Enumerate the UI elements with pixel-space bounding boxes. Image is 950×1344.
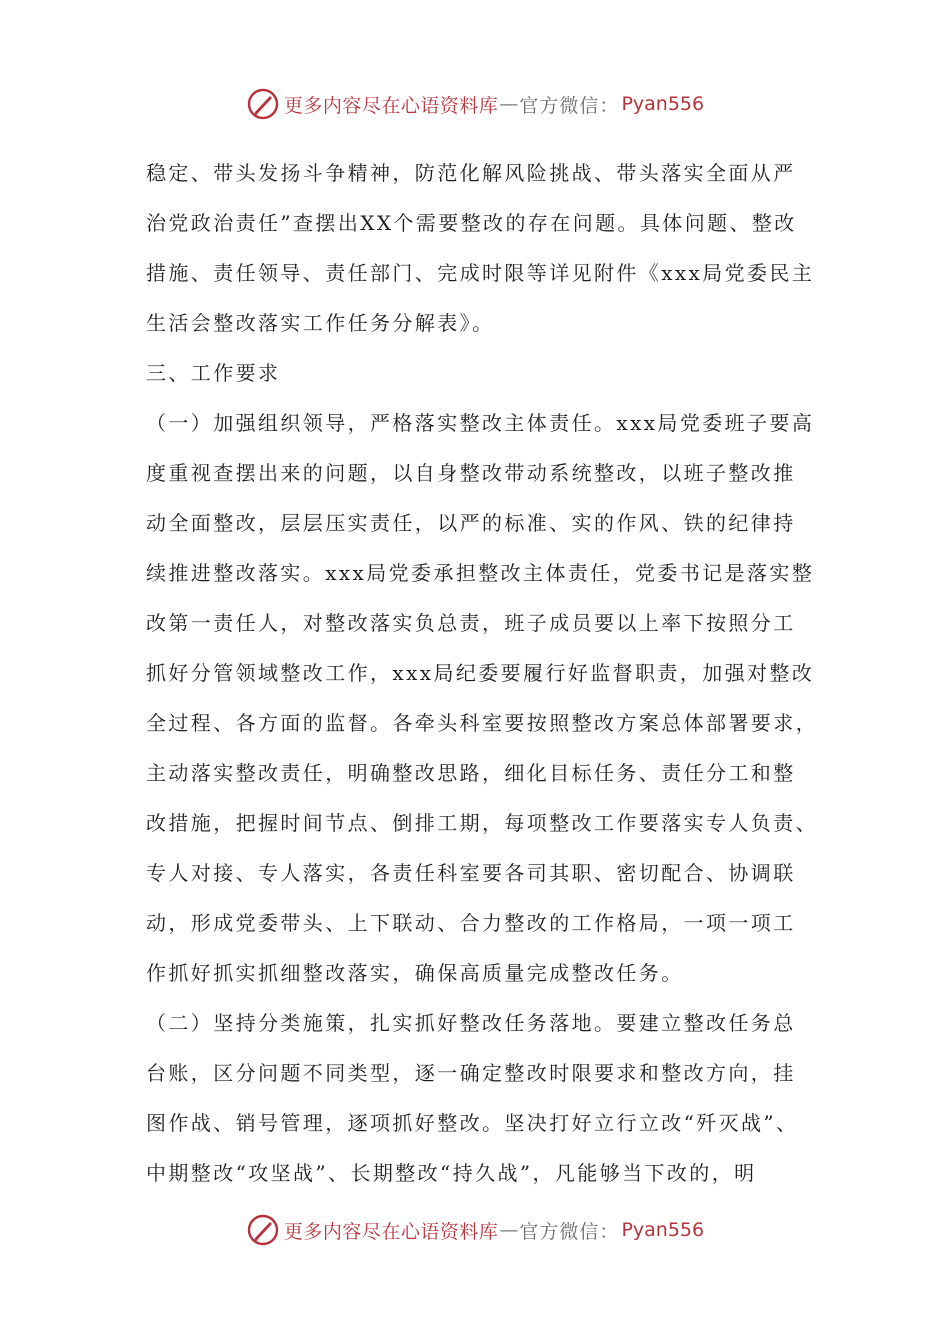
header-watermark xyxy=(0,84,950,124)
text-line: 度重视查摆出来的问题，以自身整改带动系统整改，以班子整改推 xyxy=(146,461,796,485)
document-body xyxy=(146,148,818,1198)
text-line: （二）坚持分类施策，扎实抓好整改任务落地。要建立整改任务总 xyxy=(146,1011,796,1035)
text-line: 动全面整改，层层压实责任，以严的标准、实的作风、铁的纪律持 xyxy=(146,511,796,535)
watermark-wechat-id: Pyan556 xyxy=(621,93,705,115)
quill-logo-icon xyxy=(246,1213,280,1247)
text-line: （一）加强组织领导，严格落实整改主体责任。xxx局党委班子要高 xyxy=(146,411,815,435)
text-line: 作抓好抓实抓细整改落实，确保高质量完成整改任务。 xyxy=(146,961,684,985)
section-heading: 三、工作要求 xyxy=(146,361,281,385)
text-line: 改第一责任人，对整改落实负总责，班子成员要以上率下按照分工 xyxy=(146,611,796,635)
text-line: 抓好分管领域整改工作，xxx局纪委要履行好监督职责，加强对整改 xyxy=(146,661,815,685)
text-line: 中期整改“攻坚战”、长期整改“持久战”，凡能够当下改的，明 xyxy=(146,1161,757,1185)
watermark-main-text: 更多内容尽在心语资料库 xyxy=(283,94,499,117)
text-line: 图作战、销号管理，逐项抓好整改。坚决打好立行立改“歼灭战”、 xyxy=(146,1111,799,1135)
watermark-wechat-id: Pyan556 xyxy=(621,1219,705,1241)
quill-logo-icon xyxy=(246,87,280,121)
text-line: 主动落实整改责任，明确整改思路，细化目标任务、责任分工和整 xyxy=(146,761,796,785)
text-line: 专人对接、专人落实，各责任科室要各司其职、密切配合、协调联 xyxy=(146,861,796,885)
text-line: 措施、责任领导、责任部门、完成时限等详见附件《xxx局党委民主 xyxy=(146,261,815,285)
watermark-dash: — xyxy=(499,93,519,115)
watermark-main-text: 更多内容尽在心语资料库 xyxy=(283,1220,499,1243)
footer-watermark xyxy=(0,1210,950,1250)
text-line: 续推进整改落实。xxx局党委承担整改主体责任，党委书记是落实整 xyxy=(146,561,815,585)
text-line: 治党政治责任”查摆出XX个需要整改的存在问题。具体问题、整改 xyxy=(146,211,797,235)
watermark-official-label: 官方微信： xyxy=(519,94,620,117)
text-line: 台账，区分问题不同类型，逐一确定整改时限要求和整改方向，挂 xyxy=(146,1061,796,1085)
text-line: 稳定、带头发扬斗争精神，防范化解风险挑战、带头落实全面从严 xyxy=(146,161,796,185)
text-line: 动，形成党委带头、上下联动、合力整改的工作格局，一项一项工 xyxy=(146,911,796,935)
text-line: 全过程、各方面的监督。各牵头科室要按照整改方案总体部署要求， xyxy=(146,711,818,735)
watermark-official-label: 官方微信： xyxy=(519,1220,620,1243)
text-line: 生活会整改落实工作任务分解表》。 xyxy=(146,311,495,335)
text-line: 改措施，把握时间节点、倒排工期，每项整改工作要落实专人负责、 xyxy=(146,811,818,835)
watermark-dash: — xyxy=(499,1219,519,1241)
